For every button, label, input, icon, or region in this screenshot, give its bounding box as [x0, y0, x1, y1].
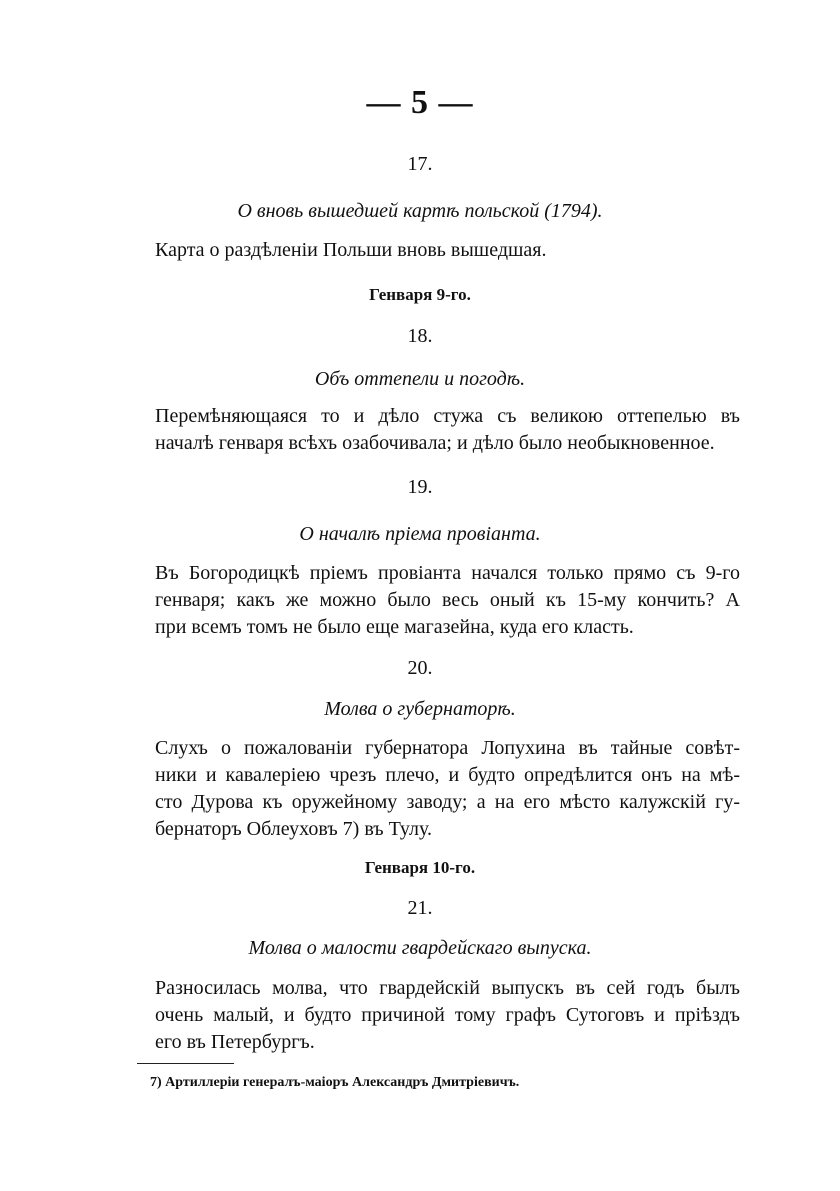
entry-number: 18.: [407, 325, 433, 347]
date-heading: Генваря 10-го.: [364, 858, 476, 877]
text-line: Карта о раздѣленіи Польши вновь вышедшая.: [155, 239, 547, 261]
entry-number: 21.: [407, 897, 433, 919]
entry-title: Молва о губернаторѣ.: [324, 698, 516, 720]
text-line: Разносилась молва, что гвардейскій выпускъ въ сей годъ былъ: [155, 977, 740, 999]
entry-number: 19.: [407, 476, 433, 498]
text-line: его въ Петербургъ.: [155, 1031, 315, 1053]
entry-text: [155, 975, 740, 1056]
entry-title: О началѣ пріема провіанта.: [299, 523, 541, 545]
entry-text: [155, 560, 740, 641]
entry-text: [155, 735, 740, 843]
text-line: ники и кавалеріею чрезъ плечо, и будто опредѣлится онъ на мѣ-: [155, 764, 740, 786]
text-line: бернаторъ Облеуховъ 7) въ Тулу.: [155, 818, 432, 840]
text-line: Слухъ о пожалованіи губернатора Лопухина въ тайные совѣт-: [155, 737, 740, 759]
text-line: очень малый, и будто причиной тому графъ Сутоговъ и пріѣздъ: [155, 1004, 740, 1026]
text-line: началѣ генваря всѣхъ озабочивала; и дѣло было необыкновенное.: [155, 432, 715, 454]
footnote: 7) Артиллеріи генералъ-маіоръ Александръ Дмитріевичъ.: [150, 1075, 520, 1090]
footnote-divider: [137, 1063, 234, 1064]
text-line: при всемъ томъ не было еще магазейна, куда его класть.: [155, 616, 634, 638]
text-line: Перемѣняющаяся то и дѣло стужа съ великою оттепелью въ: [155, 405, 740, 427]
text-line: сто Дурова къ оружейному заводу; а на его мѣсто калужскій гу-: [155, 791, 740, 813]
date-heading: Генваря 9-го.: [369, 285, 471, 304]
entry-number: 17.: [407, 153, 433, 175]
entry-title: Молва о малости гвардейскаго выпуска.: [248, 937, 592, 959]
entry-text: [155, 237, 740, 264]
entry-text: [155, 403, 740, 457]
entry-number: 20.: [407, 657, 433, 679]
page-number: — 5 —: [366, 84, 474, 121]
text-line: Въ Богородицкѣ пріемъ провіанта начался только прямо съ 9-го: [155, 562, 740, 584]
text-line: генваря; какъ же можно было весь оный къ 15-му кончить? А: [155, 589, 740, 611]
entry-title: О вновь вышедшей картѣ польской (1794).: [237, 200, 603, 222]
entry-title: Объ оттепели и погодѣ.: [314, 368, 526, 390]
